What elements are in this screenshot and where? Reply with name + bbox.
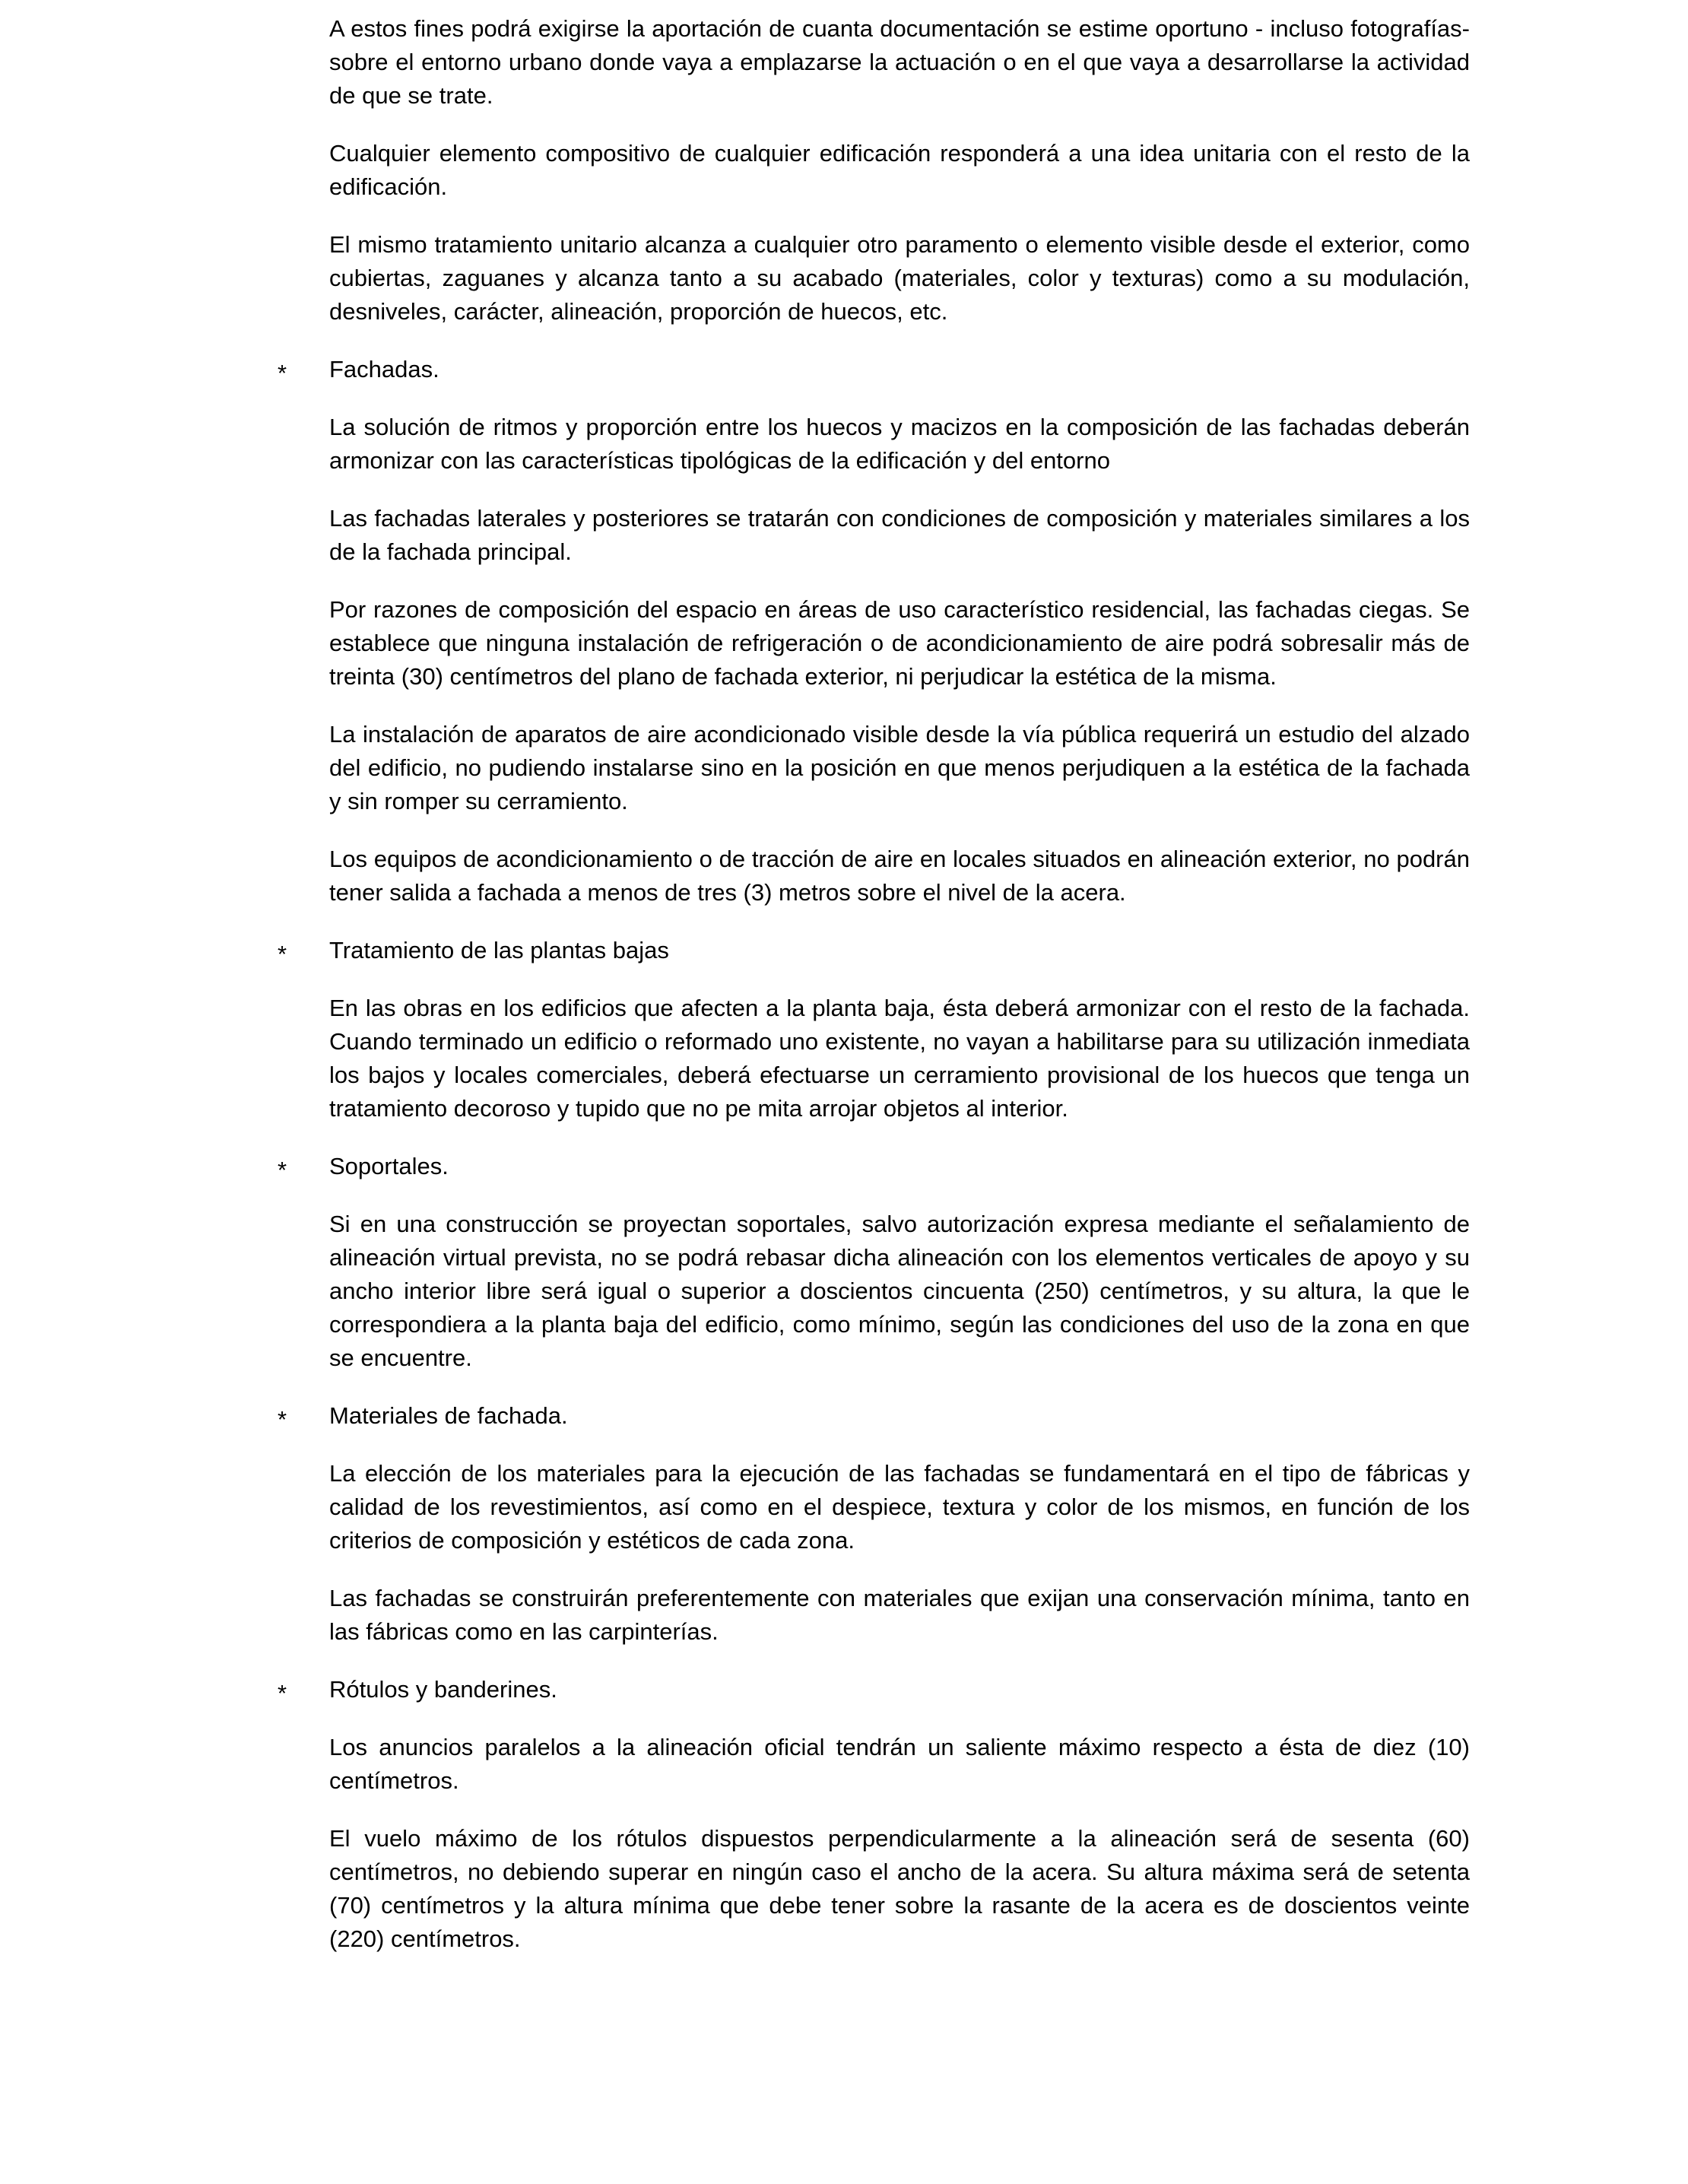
- bullet-label-fachadas: Fachadas.: [329, 356, 439, 383]
- asterisk-bullet-icon: *: [278, 1157, 287, 1183]
- bullet-item-soportales: [278, 1150, 1470, 1183]
- asterisk-bullet-icon: *: [278, 360, 287, 386]
- paragraph-facade-rhythm: La solución de ritmos y proporción entre los huecos y macizos en la composición de las fachadas deberán armonizar con las características tipológicas de la edificación y del entorno: [329, 414, 1470, 474]
- paragraph-unitary-treatment: El mismo tratamiento unitario alcanza a cualquier otro paramento o elemento visible desde el exterior, como cubiertas, zaguanes y alcanza tanto a su acabado (materiales, color y texturas) como a su modulación, desniveles, carácter, alineación, proporción de huecos, etc.: [329, 231, 1470, 325]
- bullet-item-rotulos-banderines: [278, 1673, 1470, 1706]
- paragraph-ground-floor-works: En las obras en los edificios que afecten a la planta baja, ésta deberá armonizar con el resto de la fachada. Cuando terminado un edificio o reformado uno existente, no vayan a habilitarse para su utilización inmediata los bajos y locales comerciales, deberá efectuarse un cerramiento provisional de los huecos que tenga un tratamiento decoroso y tupido que no pe mita arrojar objetos al interior.: [329, 995, 1470, 1122]
- bullet-label-plantas-bajas: Tratamiento de las plantas bajas: [329, 937, 669, 963]
- paragraph-lateral-facades: Las fachadas laterales y posteriores se tratarán con condiciones de composición y materiales similares a los de la fachada principal.: [329, 505, 1470, 565]
- bullet-label-soportales: Soportales.: [329, 1153, 449, 1179]
- paragraph-soportales-rules: Si en una construcción se proyectan soportales, salvo autorización expresa mediante el señalamiento de alineación virtual prevista, no se podrá rebasar dicha alineación con los elementos verticales de apoyo y su ancho interior libre será igual o superior a doscientos cincuenta (250) centímetros, y su altura, la que le correspondiera a la planta baja del edificio, como mínimo, según las condiciones del uso de la zona en que se encuentre.: [329, 1211, 1470, 1371]
- paragraph-blind-facades-ac-limit: Por razones de composición del espacio en áreas de uso característico residencial, las fachadas ciegas. Se establece que ninguna instalación de refrigeración o de acondicionamiento de aire podrá sobresalir más de treinta (30) centímetros del plano de fachada exterior, ni perjudicar la estética de la misma.: [329, 596, 1470, 690]
- paragraph-parallel-signs: Los anuncios paralelos a la alineación oficial tendrán un saliente máximo respecto a ésta de diez (10) centímetros.: [329, 1734, 1470, 1794]
- asterisk-bullet-icon: *: [278, 941, 287, 967]
- paragraph-unitary-idea: Cualquier elemento compositivo de cualquier edificación responderá a una idea unitaria con el resto de la edificación.: [329, 140, 1470, 200]
- paragraph-material-selection: La elección de los materiales para la ejecución de las fachadas se fundamentará en el tipo de fábricas y calidad de los revestimientos, así como en el despiece, textura y color de los mismos, en función de los criterios de composición y estéticos de cada zona.: [329, 1460, 1470, 1554]
- paragraph-low-maintenance-materials: Las fachadas se construirán preferentemente con materiales que exijan una conservación mínima, tanto en las fábricas como en las carpinterías.: [329, 1585, 1470, 1645]
- paragraph-ac-visible-from-street: La instalación de aparatos de aire acondicionado visible desde la vía pública requerirá un estudio del alzado del edificio, no pudiendo instalarse sino en la posición en que menos perjudiquen a la estética de la fachada y sin romper su cerramiento.: [329, 721, 1470, 814]
- paragraph-perpendicular-signs: El vuelo máximo de los rótulos dispuestos perpendicularmente a la alineación será de sesenta (60) centímetros, no debiendo superar en ningún caso el ancho de la acera. Su altura máxima será de setenta (70) centímetros y la altura mínima que debe tener sobre la rasante de la acera es de doscientos veinte (220) centímetros.: [329, 1825, 1470, 1952]
- bullet-item-plantas-bajas: [278, 934, 1470, 967]
- asterisk-bullet-icon: *: [278, 1680, 287, 1706]
- bullet-item-materiales-fachada: [278, 1399, 1470, 1433]
- paragraph-documentation-requirement: A estos fines podrá exigirse la aportación de cuanta documentación se estime oportuno - incluso fotografías- sobre el entorno urbano donde vaya a emplazarse la actuación o en el que vaya a desarrollarse la actividad de que se trate.: [329, 15, 1470, 109]
- bullet-label-rotulos-banderines: Rótulos y banderines.: [329, 1676, 557, 1703]
- bullet-label-materiales-fachada: Materiales de fachada.: [329, 1402, 568, 1429]
- asterisk-bullet-icon: *: [278, 1406, 287, 1433]
- bullet-item-fachadas: [278, 353, 1470, 386]
- paragraph-ac-exhaust-height: Los equipos de acondicionamiento o de tracción de aire en locales situados en alineación exterior, no podrán tener salida a fachada a menos de tres (3) metros sobre el nivel de la acera.: [329, 846, 1470, 906]
